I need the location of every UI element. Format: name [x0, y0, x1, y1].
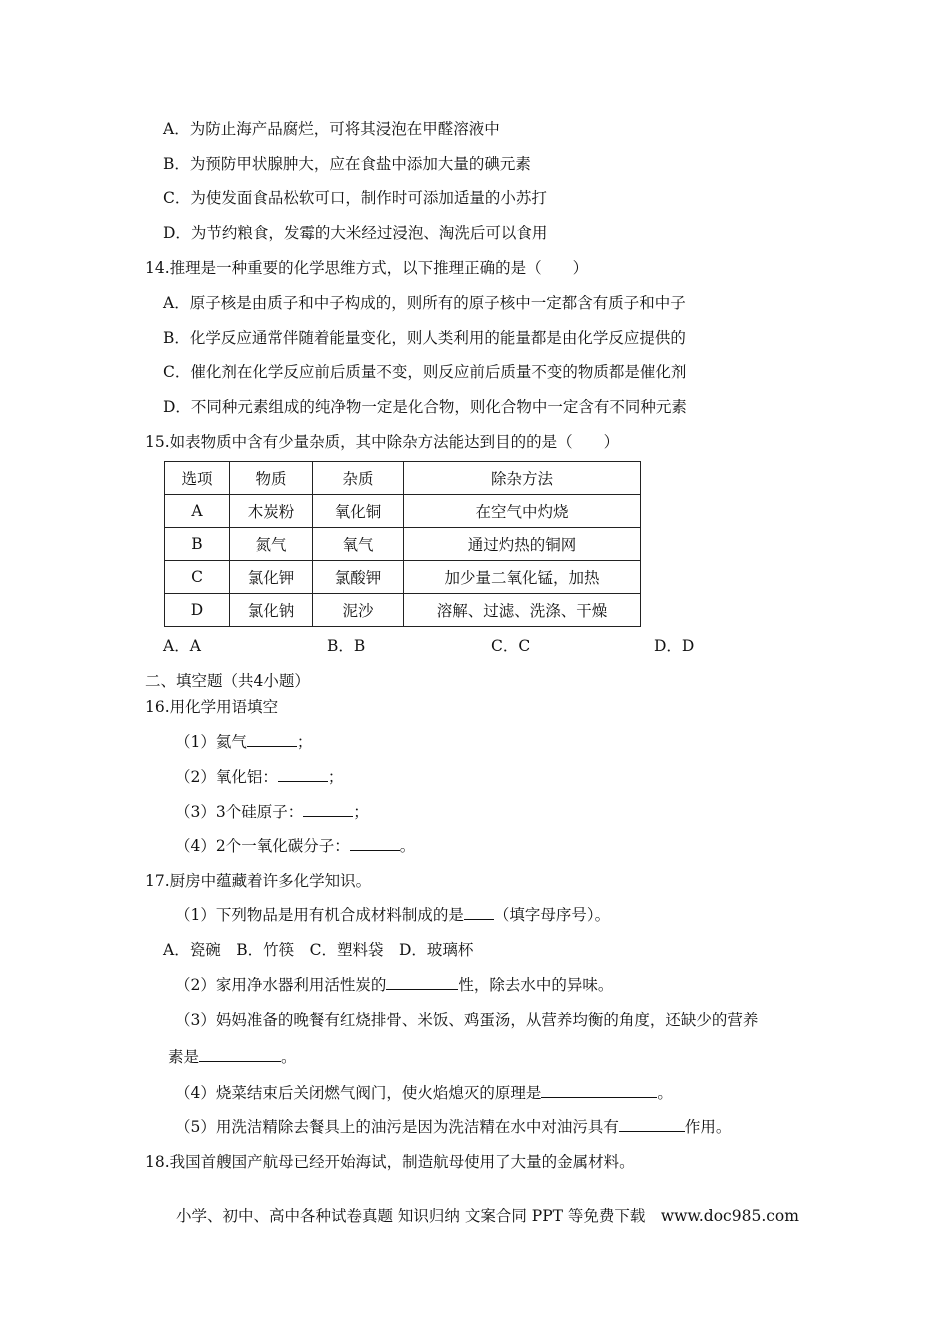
- table-header-cell: 杂质: [313, 462, 404, 495]
- table-header-cell: 除杂方法: [404, 462, 641, 495]
- q14-option-d: D．不同种元素组成的纯净物一定是化合物，则化合物中一定含有不同种元素: [163, 398, 687, 416]
- q17-part-5-suffix: 作用。: [684, 1118, 732, 1136]
- answer-blank[interactable]: [464, 905, 494, 920]
- table-header-row: [165, 462, 641, 495]
- table-cell: 氯化钾: [230, 561, 313, 594]
- q15-table: [164, 461, 641, 627]
- q13-option-c: C．为使发面食品松软可口，制作时可添加适量的小苏打: [163, 189, 547, 207]
- answer-blank[interactable]: [541, 1083, 657, 1098]
- table-cell: 氧气: [313, 528, 404, 561]
- table-header-cell: 物质: [230, 462, 313, 495]
- q14-option-a: A．原子核是由质子和中子构成的，则所有的原子核中一定都含有质子和中子: [163, 294, 686, 312]
- answer-blank[interactable]: [350, 836, 400, 851]
- q14-option-c: C．催化剂在化学反应前后质量不变，则反应前后质量不变的物质都是催化剂: [163, 363, 687, 381]
- answer-blank[interactable]: [386, 975, 458, 990]
- table-cell: C: [165, 561, 230, 594]
- q17-part-3-line2: [168, 1047, 297, 1067]
- q13-option-d: D．为节约粮食，发霉的大米经过浸泡、淘洗后可以食用: [163, 224, 548, 242]
- q16-item-2-text: （2）氧化铝：: [175, 768, 278, 786]
- q17-part-3-line1: （3）妈妈准备的晚餐有红烧排骨、米饭、鸡蛋汤，从营养均衡的角度，还缺少的营养: [175, 1011, 759, 1029]
- q17-part-4-text: （4）烧菜结束后关闭燃气阀门，使火焰熄灭的原理是: [175, 1084, 542, 1102]
- q17-part-2-suffix: 性，除去水中的异味。: [458, 976, 614, 994]
- q14-stem: 14.推理是一种重要的化学思维方式，以下推理正确的是（ ）: [145, 259, 589, 277]
- answer-blank[interactable]: [247, 732, 297, 747]
- q15-answer-c: C．C: [491, 637, 531, 655]
- table-header-cell: 选项: [165, 462, 230, 495]
- answer-blank[interactable]: [199, 1047, 281, 1062]
- table-cell: D: [165, 594, 230, 627]
- q17-part-5: [175, 1117, 731, 1137]
- q17-part-5-text: （5）用洗洁精除去餐具上的油污是因为洗洁精在水中对油污具有: [175, 1118, 619, 1136]
- q16-item-4: [175, 836, 415, 856]
- q15-answer-b: B．B: [327, 637, 366, 655]
- table-cell: 加少量二氧化锰，加热: [404, 561, 641, 594]
- table-cell: B: [165, 528, 230, 561]
- q17-part-3-text: 素是: [168, 1048, 200, 1066]
- q17-part-2-text: （2）家用净水器利用活性炭的: [175, 976, 387, 994]
- q16-item-3-suffix: ；: [353, 803, 369, 821]
- q18-stem: 18.我国首艘国产航母已经开始海试，制造航母使用了大量的金属材料。: [145, 1153, 635, 1171]
- q16-item-3: [175, 802, 369, 822]
- answer-blank[interactable]: [303, 802, 353, 817]
- q16-stem: 16.用化学用语填空: [145, 698, 279, 716]
- table-row: [165, 528, 641, 561]
- table-cell: 通过灼热的铜网: [404, 528, 641, 561]
- q17-part-2: [175, 975, 613, 995]
- q15-answer-a: A．A: [163, 637, 201, 655]
- q17-part-1: [175, 905, 610, 925]
- q15-answer-d: D．D: [654, 637, 695, 655]
- q14-option-b: B．化学反应通常伴随着能量变化，则人类利用的能量都是由化学反应提供的: [163, 329, 686, 347]
- table-cell: 在空气中灼烧: [404, 495, 641, 528]
- q16-item-2: [175, 767, 343, 787]
- table-cell: 溶解、过滤、洗涤、干燥: [404, 594, 641, 627]
- q17-part-4: [175, 1083, 673, 1103]
- answer-blank[interactable]: [619, 1117, 685, 1132]
- q17-part-1-choices: A．瓷碗 B．竹筷 C．塑料袋 D．玻璃杯: [163, 941, 474, 959]
- q16-item-1-text: （1）氦气: [175, 733, 247, 751]
- table-cell: 氧化铜: [313, 495, 404, 528]
- q17-part-4-suffix: 。: [657, 1084, 673, 1102]
- q17-part-1-text: （1）下列物品是用有机合成材料制成的是: [175, 906, 464, 924]
- q17-part-3-suffix: 。: [281, 1048, 297, 1066]
- table-row: [165, 561, 641, 594]
- q17-stem: 17.厨房中蕴藏着许多化学知识。: [145, 872, 372, 890]
- q13-option-b: B．为预防甲状腺肿大，应在食盐中添加大量的碘元素: [163, 155, 531, 173]
- q16-item-4-text: （4）2个一氧化碳分子：: [175, 837, 350, 855]
- q16-item-4-suffix: 。: [399, 837, 416, 855]
- q15-stem: 15.如表物质中含有少量杂质，其中除杂方法能达到目的的是（ ）: [145, 433, 620, 451]
- table-cell: A: [165, 495, 230, 528]
- q17-part-1-suffix: （填字母序号）。: [493, 906, 611, 924]
- section-title: 二、填空题（共4小题）: [145, 672, 310, 690]
- answer-blank[interactable]: [278, 767, 328, 782]
- q16-item-2-suffix: ；: [327, 768, 344, 786]
- q16-item-1-suffix: ；: [296, 733, 313, 751]
- table-cell: 木炭粉: [230, 495, 313, 528]
- table-cell: 氯化钠: [230, 594, 313, 627]
- page-footer: 小学、初中、高中各种试卷真题 知识归纳 文案合同 PPT 等免费下载 www.doc985.com: [176, 1207, 799, 1225]
- q16-item-1: [175, 732, 312, 752]
- table-cell: 氮气: [230, 528, 313, 561]
- table-row: [165, 594, 641, 627]
- q16-item-3-text: （3）3个硅原子：: [175, 803, 304, 821]
- table-row: [165, 495, 641, 528]
- table-cell: 泥沙: [313, 594, 404, 627]
- table-cell: 氯酸钾: [313, 561, 404, 594]
- q13-option-a: A．为防止海产品腐烂，可将其浸泡在甲醛溶液中: [163, 120, 500, 138]
